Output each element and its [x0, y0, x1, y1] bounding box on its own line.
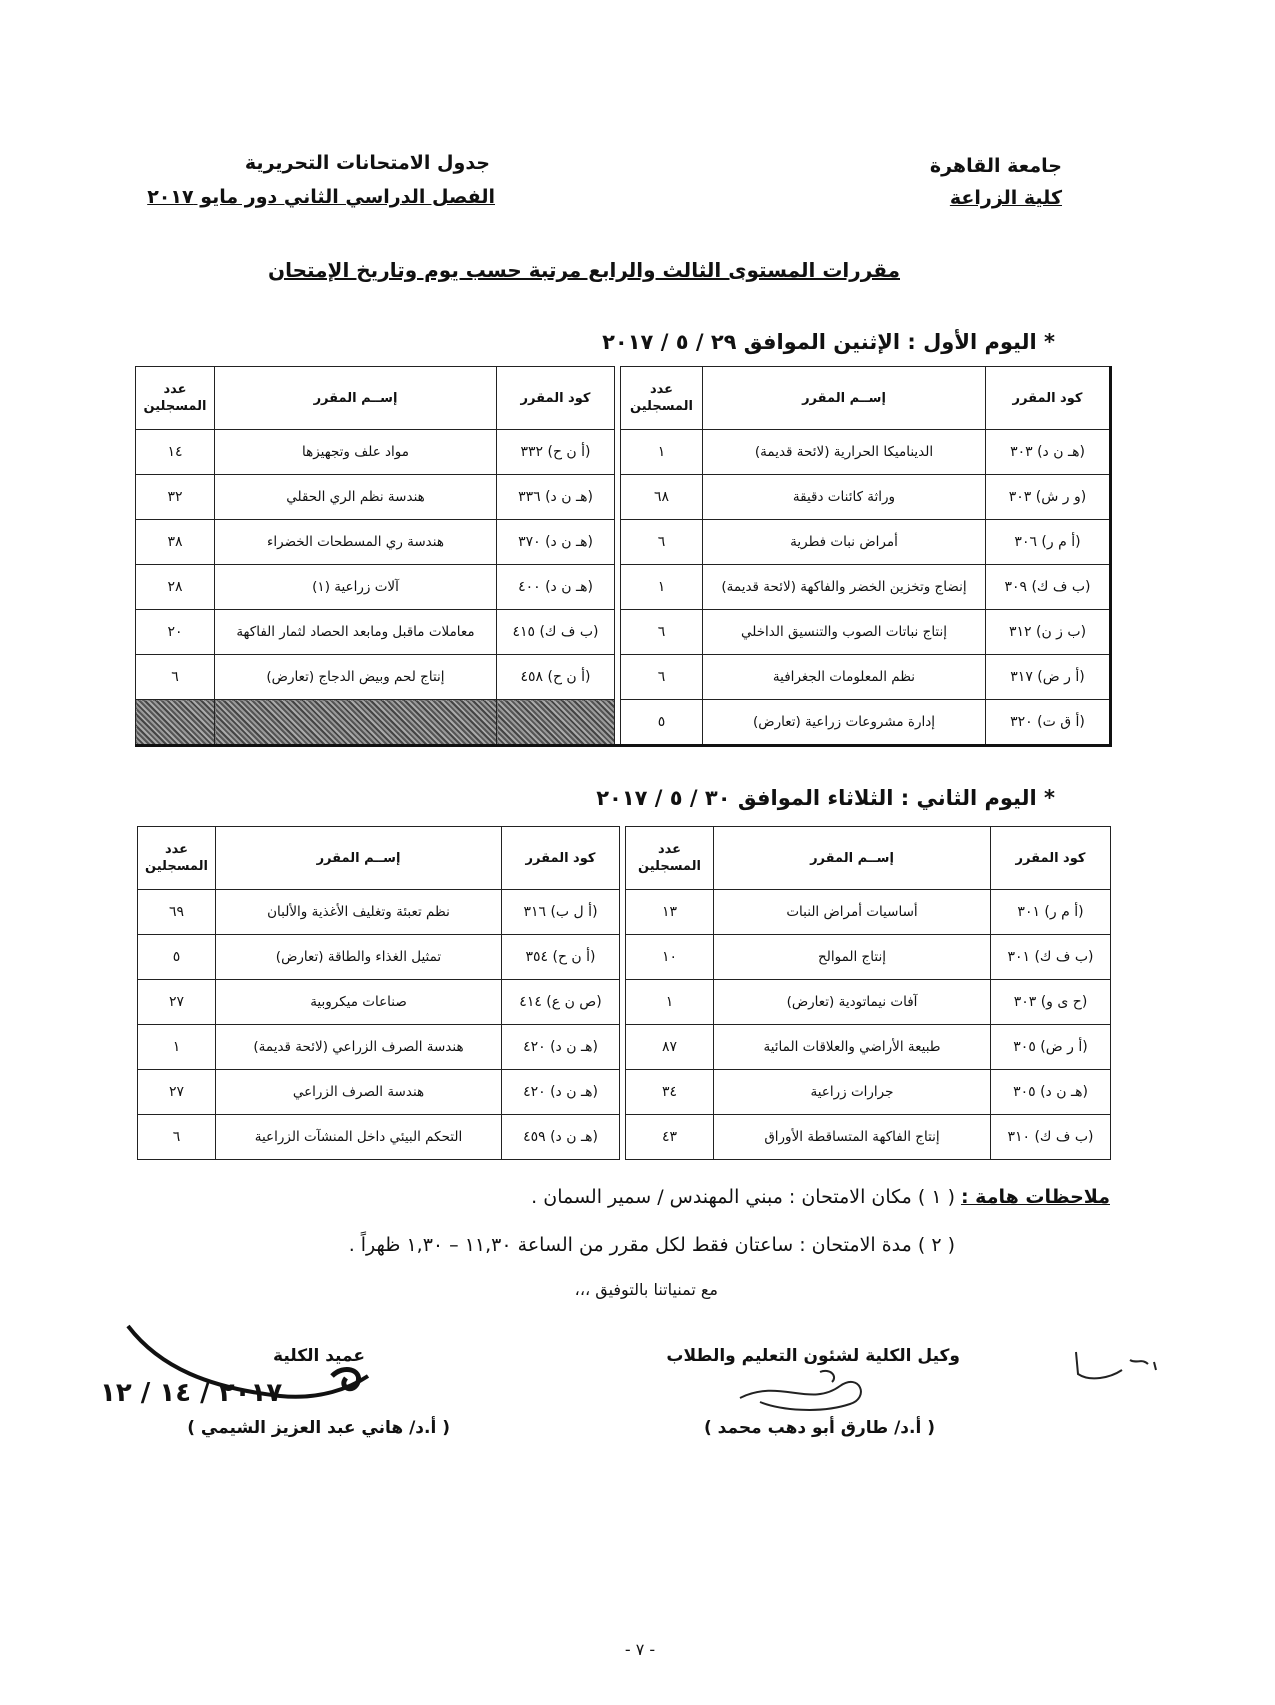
registered-count: ١	[621, 430, 703, 475]
course-name: جرارات زراعية	[714, 1070, 991, 1115]
course-name: هندسة الصرف الزراعي	[216, 1070, 502, 1115]
registered-count: ٣٢	[136, 475, 215, 520]
day2-table	[137, 826, 1111, 1160]
registered-count: ٦	[138, 1115, 216, 1160]
registered-count: ٦	[621, 655, 703, 700]
schedule-title: جدول الامتحانات التحريرية	[244, 152, 490, 174]
col-name: إســم المقرر	[215, 367, 497, 430]
registered-count: ٣٤	[626, 1070, 714, 1115]
course-name: وراثة كائنات دقيقة	[703, 475, 986, 520]
course-name: نظم المعلومات الجغرافية	[703, 655, 986, 700]
course-code: (هـ ن د) ٤٢٠	[502, 1025, 620, 1070]
day1-heading: * اليوم الأول : الإثنين الموافق ٢٩ / ٥ / ٢٠١٧	[602, 330, 1055, 354]
registered-count: ٨٧	[626, 1025, 714, 1070]
separator	[615, 520, 621, 565]
separator	[620, 1025, 626, 1070]
col-code: كود المقرر	[991, 827, 1111, 890]
separator	[620, 1070, 626, 1115]
separator	[615, 565, 621, 610]
course-name: معاملات ماقبل ومابعد الحصاد لثمار الفاكهة	[215, 610, 497, 655]
table-row	[138, 1070, 1111, 1115]
table-header-row	[136, 367, 1111, 430]
registered-count: ٦٨	[621, 475, 703, 520]
col-count: عدد المسجلين	[621, 367, 703, 430]
table-row	[138, 980, 1111, 1025]
course-code: (هـ ن د) ٣٠٣	[986, 430, 1111, 475]
col-count: عدد المسجلين	[136, 367, 215, 430]
course-code: (أ م ر) ٣٠٦	[986, 520, 1111, 565]
course-code: (أ ق ت) ٣٢٠	[986, 700, 1111, 746]
course-code: (أ ن ح) ٣٥٤	[502, 935, 620, 980]
col-count: عدد المسجلين	[626, 827, 714, 890]
course-name: آفات نيماتودية (تعارض)	[714, 980, 991, 1025]
registered-count: ٤٣	[626, 1115, 714, 1160]
dean-name: ( أ.د/ هاني عبد العزيز الشيمي )	[187, 1418, 450, 1438]
table-row	[136, 520, 1111, 565]
course-name: طبيعة الأراضي والعلاقات المائية	[714, 1025, 991, 1070]
course-name: آلات زراعية (١)	[215, 565, 497, 610]
registered-count	[136, 700, 215, 746]
col-name: إســم المقرر	[703, 367, 986, 430]
table-row	[136, 565, 1111, 610]
course-name: أساسيات أمراض النبات	[714, 890, 991, 935]
course-code: (هـ ن د) ٤٥٩	[502, 1115, 620, 1160]
table-row	[136, 475, 1111, 520]
course-name: هندسة الصرف الزراعي (لائحة قديمة)	[216, 1025, 502, 1070]
course-code: (أ ن ح) ٣٣٢	[497, 430, 615, 475]
course-code: (ب ف ك) ٣١٠	[991, 1115, 1111, 1160]
course-code: (أ ل ب) ٣١٦	[502, 890, 620, 935]
course-code: (أ ن ح) ٤٥٨	[497, 655, 615, 700]
course-name: إنضاج وتخزين الخضر والفاكهة (لائحة قديمة)	[703, 565, 986, 610]
semester-title: الفصل الدراسي الثاني دور مايو ٢٠١٧	[147, 186, 495, 208]
registered-count: ٦٩	[138, 890, 216, 935]
note-2: ( ٢ ) مدة الامتحان : ساعتان فقط لكل مقرر من الساعة ١١,٣٠ – ١,٣٠ ظهراً .	[348, 1234, 955, 1256]
course-name: مواد علف وتجهيزها	[215, 430, 497, 475]
registered-count: ١٣	[626, 890, 714, 935]
separator	[620, 935, 626, 980]
registered-count: ١٤	[136, 430, 215, 475]
separator	[620, 890, 626, 935]
col-count: عدد المسجلين	[138, 827, 216, 890]
course-name: إدارة مشروعات زراعية (تعارض)	[703, 700, 986, 746]
table-row	[136, 655, 1111, 700]
registered-count: ٦	[621, 610, 703, 655]
registered-count: ١	[138, 1025, 216, 1070]
registered-count: ١	[621, 565, 703, 610]
registered-count: ٥	[138, 935, 216, 980]
course-name: إنتاج الموالح	[714, 935, 991, 980]
course-code: (ب ف ك) ٣٠١	[991, 935, 1111, 980]
registered-count: ٦	[621, 520, 703, 565]
day2-heading: * اليوم الثاني : الثلاثاء الموافق ٣٠ / ٥ / ٢٠١٧	[596, 786, 1055, 810]
registered-count: ١	[626, 980, 714, 1025]
course-code: (ب ز ن) ٣١٢	[986, 610, 1111, 655]
course-name: صناعات ميكروبية	[216, 980, 502, 1025]
course-code: (هـ ن د) ٤٢٠	[502, 1070, 620, 1115]
course-name: هندسة نظم الري الحقلي	[215, 475, 497, 520]
day1-table	[135, 366, 1112, 747]
table-row	[138, 935, 1111, 980]
separator	[620, 827, 626, 890]
col-code: كود المقرر	[497, 367, 615, 430]
course-name: التحكم البيئي داخل المنشآت الزراعية	[216, 1115, 502, 1160]
registered-count: ٢٧	[138, 1070, 216, 1115]
signature-date: ٢٠١٧ / ١٤ / ١٢	[100, 1378, 283, 1408]
separator	[615, 475, 621, 520]
table-row	[138, 890, 1111, 935]
separator	[615, 700, 621, 746]
table-row	[136, 610, 1111, 655]
margin-initials-icon	[1070, 1342, 1160, 1392]
course-code: (ص ن ع) ٤١٤	[502, 980, 620, 1025]
col-name: إســم المقرر	[714, 827, 991, 890]
course-name	[215, 700, 497, 746]
registered-count: ٢٠	[136, 610, 215, 655]
registered-count: ٦	[136, 655, 215, 700]
notes-label: ملاحظات هامة :	[960, 1186, 1110, 1208]
table-row	[138, 1025, 1111, 1070]
faculty-name: كلية الزراعة	[949, 187, 1062, 209]
registered-count: ٢٨	[136, 565, 215, 610]
separator	[620, 980, 626, 1025]
separator	[620, 1115, 626, 1160]
university-name: جامعة القاهرة	[929, 155, 1062, 177]
course-name: الديناميكا الحرارية (لائحة قديمة)	[703, 430, 986, 475]
course-code: (و ر ش) ٣٠٣	[986, 475, 1111, 520]
dean-signature-icon	[100, 1318, 420, 1428]
separator	[615, 367, 621, 430]
course-code: (أ ر ض) ٣١٧	[986, 655, 1111, 700]
registered-count: ٣٨	[136, 520, 215, 565]
registered-count: ٢٧	[138, 980, 216, 1025]
course-code: (هـ ن د) ٣٣٦	[497, 475, 615, 520]
col-code: كود المقرر	[986, 367, 1111, 430]
course-code: (ح ى و) ٣٠٣	[991, 980, 1111, 1025]
course-name: إنتاج نباتات الصوب والتنسيق الداخلي	[703, 610, 986, 655]
vice-dean-title: وكيل الكلية لشئون التعليم والطلاب	[666, 1346, 960, 1366]
note-1: ( ١ ) مكان الامتحان : مبني المهندس / سمير السمان .	[531, 1186, 955, 1208]
separator	[615, 655, 621, 700]
col-name: إســم المقرر	[216, 827, 502, 890]
col-code: كود المقرر	[502, 827, 620, 890]
course-code: (أ م ر) ٣٠١	[991, 890, 1111, 935]
vice-dean-signature-icon	[720, 1358, 920, 1428]
registered-count: ١٠	[626, 935, 714, 980]
course-code: (ب ف ك) ٤١٥	[497, 610, 615, 655]
course-name: أمراض نبات فطرية	[703, 520, 986, 565]
dean-title: عميد الكلية	[273, 1346, 365, 1366]
course-name: تمثيل الغذاء والطاقة (تعارض)	[216, 935, 502, 980]
course-name: إنتاج لحم وبيض الدجاج (تعارض)	[215, 655, 497, 700]
table-row	[136, 700, 1111, 746]
course-code: (أ ر ض) ٣٠٥	[991, 1025, 1111, 1070]
separator	[615, 610, 621, 655]
page-title: مقررات المستوى الثالث والرابع مرتبة حسب يوم وتاريخ الإمتحان	[268, 258, 900, 282]
page-number: - ٧ -	[624, 1640, 656, 1659]
course-code	[497, 700, 615, 746]
course-code: (هـ ن د) ٣٧٠	[497, 520, 615, 565]
course-code: (هـ ن د) ٣٠٥	[991, 1070, 1111, 1115]
table-row	[138, 1115, 1111, 1160]
separator	[615, 430, 621, 475]
table-row	[136, 430, 1111, 475]
course-name: هندسة ري المسطحات الخضراء	[215, 520, 497, 565]
table-header-row	[138, 827, 1111, 890]
vice-dean-name: ( أ.د/ طارق أبو دهب محمد )	[703, 1418, 935, 1438]
closing-text: مع تمنياتنا بالتوفيق ،،،	[574, 1280, 718, 1299]
course-name: إنتاج الفاكهة المتساقطة الأوراق	[714, 1115, 991, 1160]
course-code: (هـ ن د) ٤٠٠	[497, 565, 615, 610]
course-code: (ب ف ك) ٣٠٩	[986, 565, 1111, 610]
course-name: نظم تعبئة وتغليف الأغذية والألبان	[216, 890, 502, 935]
registered-count: ٥	[621, 700, 703, 746]
